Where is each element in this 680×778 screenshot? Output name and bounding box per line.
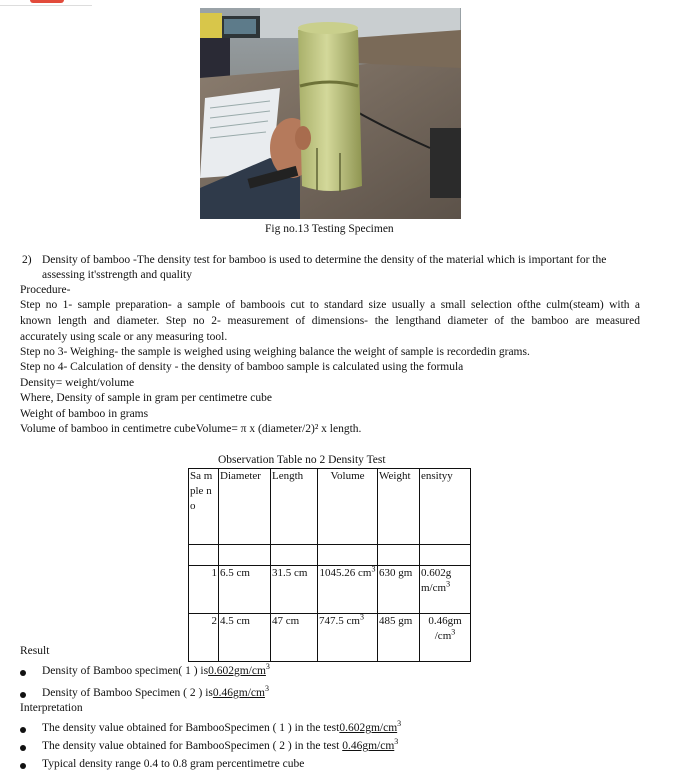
header-logo-fragment [0,0,92,6]
procedure-line: Weight of bamboo in grams [20,408,149,420]
section-heading-line2: assessing it'sstrength and quality [42,269,192,281]
section-number: 2) [22,254,32,266]
figure-caption: Fig no.13 Testing Specimen [265,223,394,235]
bullet-icon [20,763,26,769]
cell-weight: 485 gm [378,614,420,662]
header-diameter: Diameter [219,469,271,545]
cell-weight: 630 gm [378,566,420,614]
bullet-icon [20,727,26,733]
table-header-row [189,469,471,545]
header-volume: Volume [318,469,378,545]
bullet-icon [20,745,26,751]
table-row [189,566,471,614]
interpretation-item: The density value obtained for BambooSpecimen ( 2 ) in the test $0.46gm/cm^3$ [42,737,399,752]
result-item: Density of Bamboo Specimen ( 2 ) $is0.46gm/cm^3$ [42,684,269,699]
bullet-icon [20,670,26,676]
procedure-line: known length and diameter. Step no 2- measurement of dimensions- the lengthand diameter of the bamboo are measured [20,315,640,327]
bullet-icon [20,692,26,698]
cell-no: 1 [189,566,219,614]
bamboo-specimen-photo [200,8,461,219]
table-row [189,614,471,662]
procedure-line: accurately using scale or any measuring tool. [20,331,228,343]
cell-density: 0.46gm $/cm^3$ [420,614,471,662]
interpretation-label: Interpretation [20,702,83,714]
cell-diameter: 6.5 cm [219,566,271,614]
interpretation-item: Typical density range 0.4 to 0.8 gram percentimetre cube [42,758,305,770]
cell-diameter: 4.5 cm [219,614,271,662]
procedure-line: Step no 3- Weighing- the sample is weighed using weighing balance the weight of sample is recordedin grams. [20,346,530,358]
header-sample-no: Sa mple no [189,469,219,545]
procedure-line: Step no 1- sample preparation- a sample of bamboois cut to standard size usually a small selection ofthe culm(steam) with a [20,299,640,311]
cell-no: 2 [189,614,219,662]
procedure-label: Procedure- [20,284,71,296]
procedure-line: Step no 4- Calculation of density - the density of bamboo sample is calculated using the formula [20,361,464,373]
cell-density: 0.602g $m/cm^3$ [420,566,471,614]
header-length: Length [271,469,318,545]
table-spacer-row [189,545,471,566]
density-formula: Density= weight/volume [20,377,135,389]
cell-length: 31.5 cm [271,566,318,614]
header-density: ensityy [420,469,471,545]
cell-volume: 747.5 $cm^3$ [318,614,378,662]
observation-table [188,468,471,662]
result-label: Result [20,645,50,657]
interpretation-item: The density value obtained for BambooSpecimen ( 1 ) in the $test0.602gm/cm^3$ [42,719,402,734]
cell-length: 47 cm [271,614,318,662]
volume-formula: Volume of bamboo in centimetre cubeVolume= π x (diameter/2)² x length. [20,423,362,435]
section-heading-line1: Density of bamboo -The density test for bamboo is used to determine the density of the material which is important for the [42,254,607,266]
cell-volume: 1045.26 $cm^3$ [318,566,378,614]
header-weight: Weight [378,469,420,545]
result-item: Density of Bamboo specimen( 1 ) $is0.602gm/cm^3$ [42,662,270,677]
procedure-line: Where, Density of sample in gram per centimetre cube [20,392,272,404]
table-title: Observation Table no 2 Density Test [218,454,386,466]
